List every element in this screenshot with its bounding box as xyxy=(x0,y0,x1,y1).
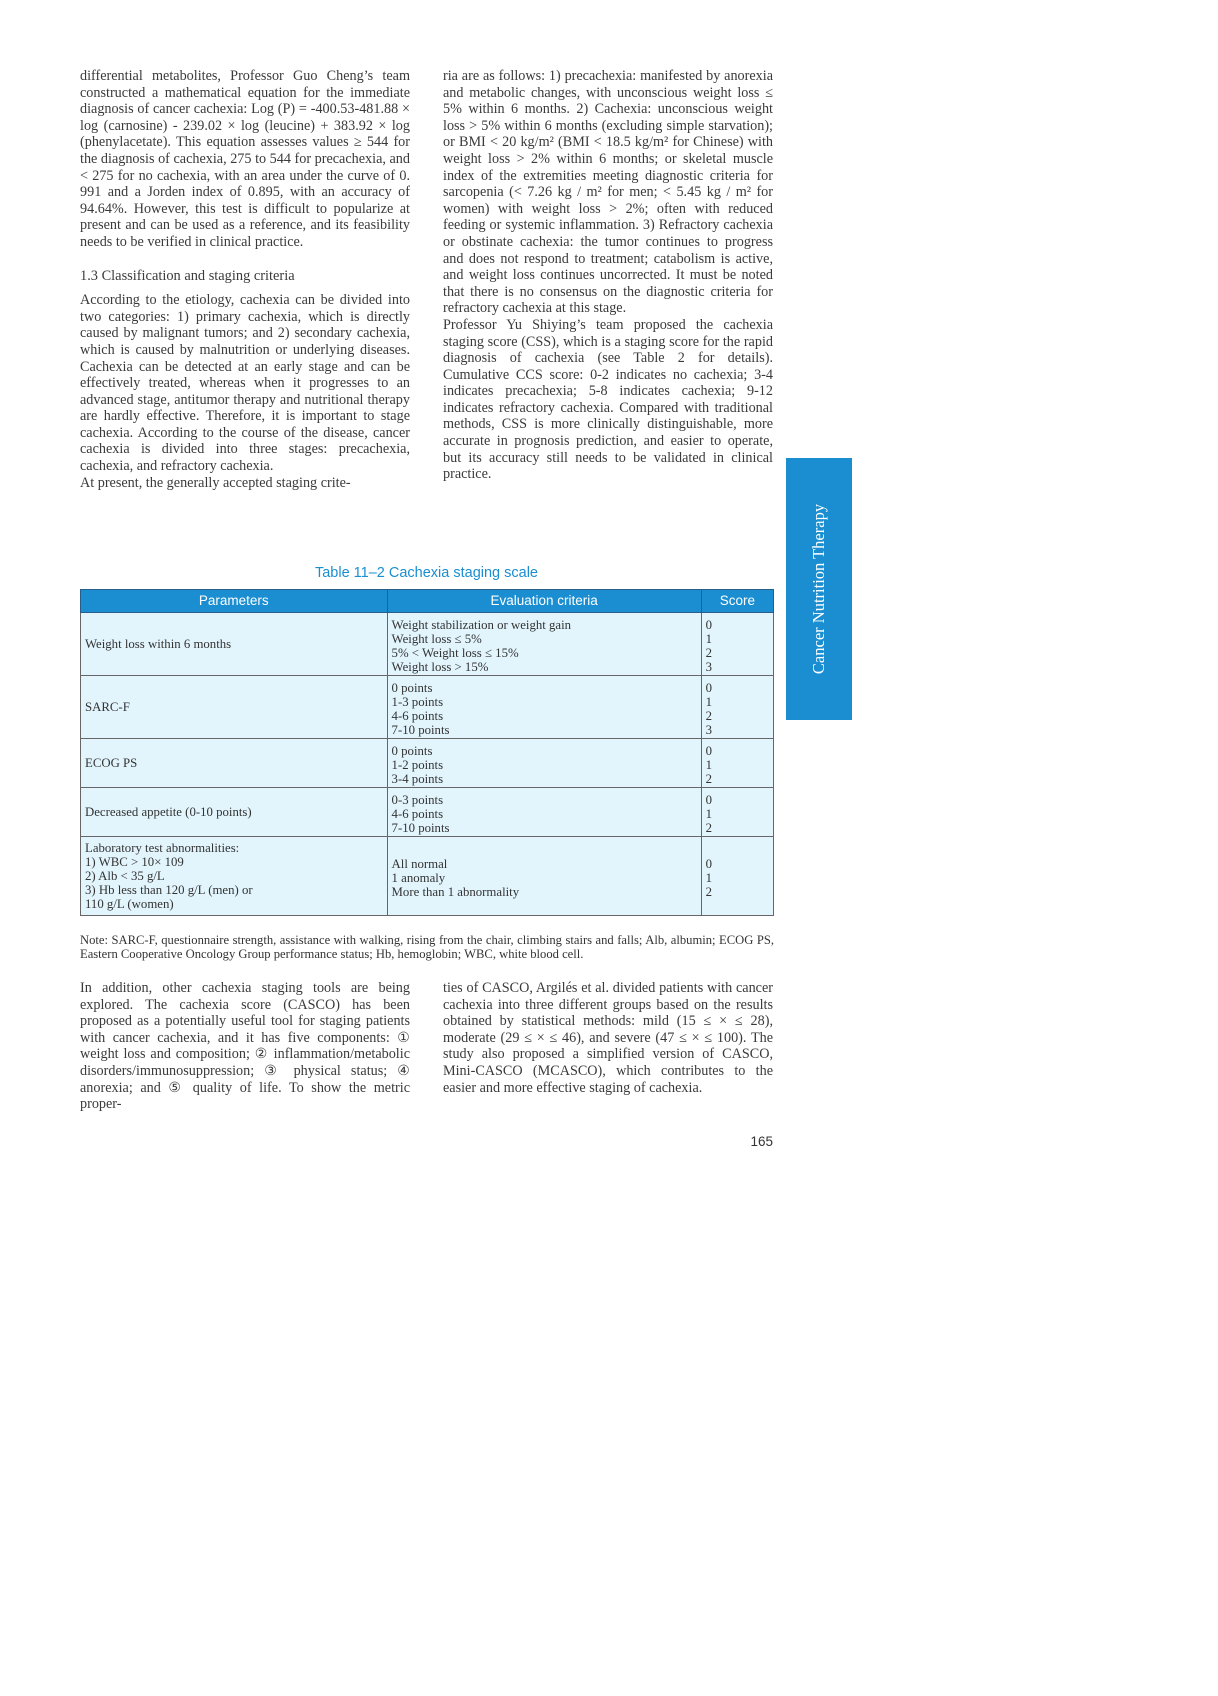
param-cell xyxy=(81,676,388,739)
criteria-cell xyxy=(387,739,701,788)
criteria-cell xyxy=(387,837,701,916)
cell-line: Weight loss ≤ 5% xyxy=(391,631,482,646)
chapter-side-tab xyxy=(786,458,852,720)
cell-line: Weight loss > 15% xyxy=(391,659,489,674)
page-number: 165 xyxy=(750,1134,773,1149)
cell-line: 3 xyxy=(705,659,713,674)
table-row xyxy=(81,676,774,739)
paragraph: In addition, other cachexia staging tools are being explored. The cachexia score (CASCO) has been proposed as a potentially useful tool for staging patients with cancer cachexia, and it has five components: ① weight loss and composition; ② inflammation/metabolic disorders/immunosuppression; ③ physical status; ④ anorexia; and ⑤ quality of life. To show the metric proper- xyxy=(80,980,410,1113)
table-row xyxy=(81,837,774,916)
header-score: Score xyxy=(701,590,773,613)
criteria-cell xyxy=(387,613,701,676)
cell-line: 7-10 points xyxy=(391,820,450,835)
cell-line: 1) WBC > 10× 109 xyxy=(85,855,184,869)
criteria-cell xyxy=(387,676,701,739)
paragraph: At present, the generally accepted staging crite- xyxy=(80,474,351,491)
cell-line: More than 1 abnormality xyxy=(391,884,520,899)
table-caption: Table 11–2 Cachexia staging scale xyxy=(314,565,538,581)
cell-line: 7-10 points xyxy=(391,722,450,737)
cell-line: 4-6 points xyxy=(391,806,444,821)
cell-line: 4-6 points xyxy=(391,708,444,723)
header-criteria: Evaluation criteria xyxy=(387,590,701,613)
table-row xyxy=(81,788,774,837)
body-column-left-top xyxy=(80,68,410,491)
cell-line: 3-4 points xyxy=(391,771,444,786)
cachexia-staging-table xyxy=(80,589,774,916)
paragraph: Professor Yu Shiying’s team proposed the cachexia staging score (CSS), which is a staging score for the rapid diagnosis of cachexia (see Table 2 for details). Cumulative CCS score: 0-2 indicates no cachexia; 3-4 indicates precachexia; 5-8 indicates cachexia; 9-12 indicates refractory cachexia. Compared with traditional methods, CSS is more clinically distinguishable, more accurate in prognosis prediction, and easier to operate, but its accuracy still needs to be validated in clinical practice. xyxy=(443,316,773,483)
cell-line: 2 xyxy=(705,820,713,835)
table-row xyxy=(81,739,774,788)
cell-line: SARC-F xyxy=(85,700,130,714)
cell-line: 0 xyxy=(705,680,713,695)
cell-line: 2 xyxy=(705,708,713,723)
score-cell xyxy=(701,788,773,837)
cell-line: 0-3 points xyxy=(391,792,444,807)
body-column-left-bottom xyxy=(80,980,410,1113)
score-cell xyxy=(701,676,773,739)
header-parameters: Parameters xyxy=(81,590,388,613)
cell-line: 0 xyxy=(705,617,713,632)
table-row xyxy=(81,613,774,676)
chapter-side-tab-label: Cancer Nutrition Therapy xyxy=(809,503,828,675)
cell-line: 1 xyxy=(705,631,713,646)
cell-line: 2 xyxy=(705,645,713,660)
body-column-right-bottom xyxy=(443,980,773,1096)
cell-line: Decreased appetite (0-10 points) xyxy=(85,805,252,819)
score-cell xyxy=(701,837,773,916)
cell-line: 0 xyxy=(705,856,713,871)
param-cell xyxy=(81,739,388,788)
section-heading: 1.3 Classification and staging criteria xyxy=(80,267,295,284)
cell-line: All normal xyxy=(391,856,448,871)
cell-line: Weight loss within 6 months xyxy=(85,637,232,651)
paragraph: ties of CASCO, Argilés et al. divided patients with cancer cachexia into three different groups based on the results obtained by statistical methods: mild (15 ≤ × ≤ 28), moderate (29 ≤ × ≤ 46), and severe (47 ≤ × ≤ 100). The study also proposed a simplified version of CASCO, Mini-CASCO (MCASCO), which contributes to the easier and more effective staging of cachexia. xyxy=(443,980,773,1096)
cell-line: 2 xyxy=(705,771,713,786)
cell-line: 0 points xyxy=(391,743,433,758)
table-note: Note: SARC-F, questionnaire strength, assistance with walking, rising from the chair, climbing stairs and falls; Alb, albumin; ECOG PS, Eastern Cooperative Oncology Group performance status; Hb, hemoglobin; WBC, white blood cell. xyxy=(80,933,774,962)
cell-line: 0 points xyxy=(391,680,433,695)
criteria-cell xyxy=(387,788,701,837)
cell-line: 110 g/L (women) xyxy=(85,897,174,911)
cell-line: 1 anomaly xyxy=(391,870,446,885)
cell-line: 1-3 points xyxy=(391,694,444,709)
cell-line: 1 xyxy=(705,806,713,821)
param-cell xyxy=(81,788,388,837)
table-header-row xyxy=(81,590,774,613)
paragraph: According to the etiology, cachexia can be divided into two categories: 1) primary cachexia, which is directly caused by malignant tumors; and 2) secondary cachexia, which is caused by malnutrition or underlying diseases. Cachexia can be detected at an early stage and can be effectively treated, whereas when it progresses to an advanced stage, antitumor therapy and nutritional therapy are hardly effective. Therefore, it is important to stage cachexia. According to the course of the disease, cancer cachexia is divided into three stages: precachexia, cachexia, and refractory cachexia. xyxy=(80,292,410,475)
cell-line: 2 xyxy=(705,884,713,899)
cell-line: 3 xyxy=(705,722,713,737)
cell-line: 1 xyxy=(705,694,713,709)
param-cell xyxy=(81,613,388,676)
cell-line: Weight stabilization or weight gain xyxy=(391,617,572,632)
paragraph: differential metabolites, Professor Guo Cheng’s team constructed a mathematical equation for the immediate diagnosis of cancer cachexia: Log (P) = -400.53-481.88 × log (carnosine) - 239.02 × log (leucine) + 383.92 × log (phenylacetate). This equation assesses values ≥ 544 for the diagnosis of cachexia, 275 to 544 for precachexia, and < 275 for no cachexia, with an area under the curve of 0. 991 and a Jorden index of 0.895, with an accuracy of 94.64%. However, this test is difficult to popularize at present and can be used as a reference, and its feasibility needs to be verified in clinical practice. xyxy=(80,68,410,250)
cell-line: 0 xyxy=(705,743,713,758)
cell-line: ECOG PS xyxy=(85,756,138,770)
paragraph: ria are as follows: 1) precachexia: manifested by anorexia and metabolic changes, with unconscious weight loss ≤ 5% within 6 months. 2) Cachexia: unconscious weight loss > 5% within 6 months (excluding simple starvation); or BMI < 20 kg/m² (BMI < 18.5 kg/m² for Chinese) with weight loss > 2% within 6 months; or skeletal muscle index of the extremities meeting diagnostic criteria for sarcopenia (< 7.26 kg / m² for men; < 5.45 kg / m² for women) with weight loss > 2%; often with reduced feeding or systemic inflammation. 3) Refractory cachexia or obstinate cachexia: the tumor continues to progress and does not respond to treatment; catabolism is active, and weight loss continues uncorrected. It must be noted that there is no consensus on the diagnostic criteria for refractory cachexia at this stage. xyxy=(443,68,773,317)
cell-line: 3) Hb less than 120 g/L (men) or xyxy=(85,883,253,897)
cell-line: 0 xyxy=(705,792,713,807)
cell-line: Laboratory test abnormalities: xyxy=(85,841,240,855)
cell-line: 1 xyxy=(705,757,713,772)
score-cell xyxy=(701,613,773,676)
param-cell xyxy=(81,837,388,916)
body-column-right-top xyxy=(443,68,773,483)
cell-line: 1 xyxy=(705,870,713,885)
cell-line: 1-2 points xyxy=(391,757,444,772)
cell-line: 2) Alb < 35 g/L xyxy=(85,869,165,883)
score-cell xyxy=(701,739,773,788)
cell-line: 5% < Weight loss ≤ 15% xyxy=(391,645,519,660)
